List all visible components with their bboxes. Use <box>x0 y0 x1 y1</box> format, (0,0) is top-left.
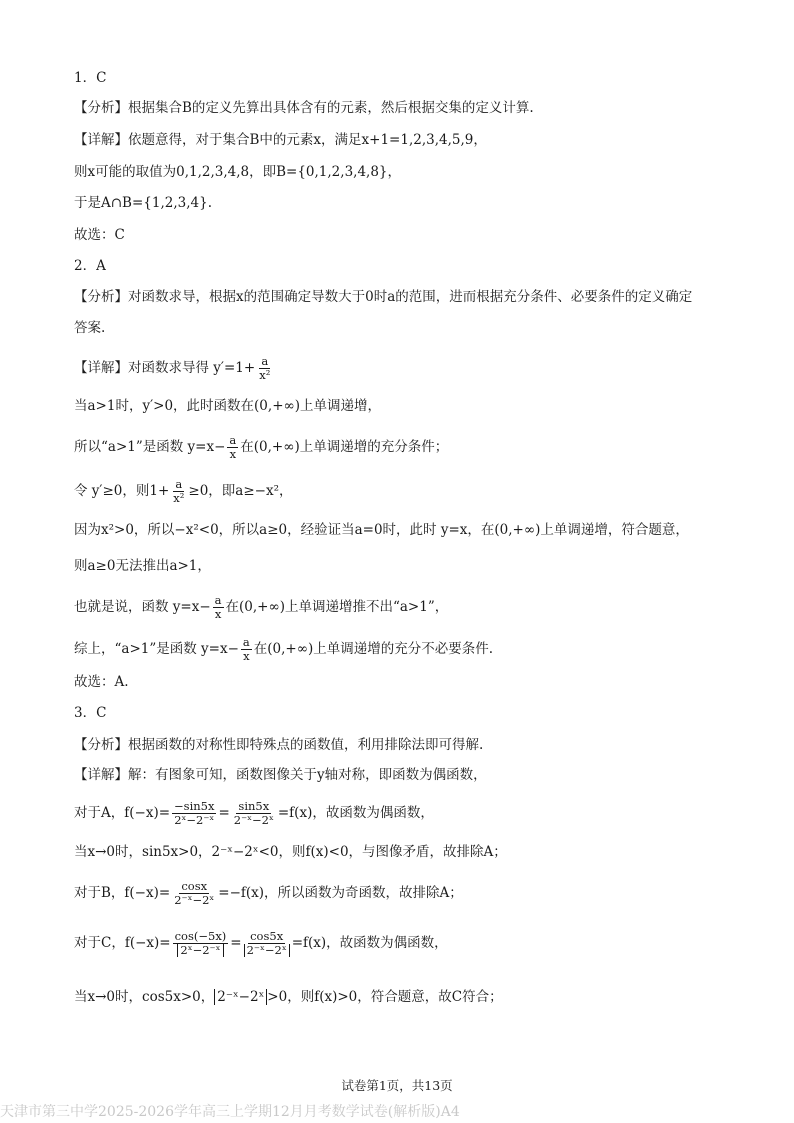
fraction: $\frac{a}{\text{x²}}$ <box>173 477 185 505</box>
q2-derivative: 【详解】对函数求导得 y′=1+ $\frac{a}{\text{x²}}$ <box>74 354 271 382</box>
detail-tag: 【详解】 <box>74 132 128 148</box>
fraction: $\frac{a}{x}$ <box>214 593 222 621</box>
absolute-value: 2⁻ˣ−2ˣ <box>214 989 267 1005</box>
q1-answer: 故选：C <box>74 227 125 243</box>
q1-detail-2: 则x可能的取值为0,1,2,3,4,8，即B={0,1,2,3,4,8}， <box>74 164 402 180</box>
fraction: $\frac{\cos x}{\text{2⁻ˣ−2ˣ}}$ <box>174 879 215 907</box>
page-footer: 试卷第1页，共13页 <box>341 1078 453 1093</box>
analysis-tag: 【分析】 <box>74 289 128 305</box>
fraction: $\frac{\cos 5x}{\text{2⁻ˣ−2ˣ}}$ <box>244 930 290 957</box>
q3-option-b: 对于B，f(−x)= $\frac{\cos x}{\text{2⁻ˣ−2ˣ}}$ =−f(x)，所以函数为奇函数，故排除A； <box>74 879 463 907</box>
fraction: $\frac{\sin 5x}{\text{2⁻ˣ−2ˣ}}$ <box>233 799 274 827</box>
q3-option-a: 对于A，f(−x)= $\frac{-\sin 5x}{\text{2ˣ−2⁻ˣ}}$ = $\frac{\sin 5x}{\text{2⁻ˣ−2ˣ}}$ =f(x)，故函数为偶函数， <box>74 799 434 827</box>
q1-detail-3: 于是A∩B={1,2,3,4}. <box>74 195 212 211</box>
q2-line-7: 综上，“a>1”是函数 y=x− $\frac{a}{x}$ 在(0,+∞)上单调递增的充分不必要条件. <box>74 635 494 663</box>
q2-answer: 故选：A. <box>74 674 129 690</box>
q2-analysis-1: 【分析】对函数求导，根据x的范围确定导数大于0时a的范围，进而根据充分条件、必要条件的定义确定 <box>74 289 693 305</box>
q2-line-6: 也就是说，函数 y=x− $\frac{a}{x}$ 在(0,+∞)上单调递增推不出“a>1”， <box>74 593 449 621</box>
fraction: $\frac{\cos(-5x)}{\text{2ˣ−2⁻ˣ}}$ <box>174 929 227 957</box>
fraction: $\frac{a}{\text{x²}}$ <box>259 354 271 382</box>
fraction: $\frac{a}{x}$ <box>242 635 250 663</box>
q2-line-4: 因为x²>0，所以−x²<0，所以a≥0，经验证当a=0时，此时 y=x，在(0,+∞)上单调递增，符合题意， <box>74 522 689 538</box>
detail-tag: 【详解】 <box>74 360 128 376</box>
q1-detail-1: 【详解】依题意得，对于集合B中的元素x，满足x+1=1,2,3,4,5,9， <box>74 132 487 148</box>
q3-option-c: 对于C，f(−x)= $\frac{\cos(-5x)}{\text{2ˣ−2⁻ˣ}}$ = $\frac{\cos 5x}{\text{2⁻ˣ−2ˣ}}$ =f(x)，故函数为偶函数， <box>74 929 448 957</box>
analysis-tag: 【分析】 <box>74 100 128 116</box>
analysis-tag: 【分析】 <box>74 737 128 753</box>
q1-number: 1．C <box>74 70 107 86</box>
q2-analysis-2: 答案. <box>74 320 106 336</box>
q2-line-2: 所以“a>1”是函数 y=x− $\frac{a}{x}$ 在(0,+∞)上单调递增的充分条件； <box>74 433 449 461</box>
fraction: $\frac{-\sin 5x}{\text{2ˣ−2⁻ˣ}}$ <box>174 799 215 827</box>
q2-line-1: 当a>1时，y′>0，此时函数在(0,+∞)上单调递增， <box>74 398 382 414</box>
q1-analysis: 【分析】根据集合B的定义先算出具体含有的元素，然后根据交集的定义计算. <box>74 100 534 116</box>
q3-detail: 【详解】解：有图象可知，函数图像关于y轴对称，即函数为偶函数， <box>74 767 487 783</box>
q2-number: 2．A <box>74 258 106 274</box>
q2-line-5: 则a≥0无法推出a>1， <box>74 558 211 574</box>
document-watermark: 天津市第三中学2025-2026学年高三上学期12月月考数学试卷(解析版)A4 <box>0 1104 460 1120</box>
q3-option-a-check: 当x→0时，sin5x>0，2⁻ˣ−2ˣ<0，则f(x)<0，与图像矛盾，故排除A； <box>74 844 507 860</box>
q3-option-c-check: 当x→0时，cos5x>0， 2⁻ˣ−2ˣ >0，则f(x)>0，符合题意，故C符合； <box>74 989 503 1005</box>
detail-tag: 【详解】 <box>74 767 128 783</box>
q3-number: 3．C <box>74 705 107 721</box>
q2-line-3: 令 y′≥0，则1+ $\frac{a}{\text{x²}}$ ≥0，即a≥−x²， <box>74 477 293 505</box>
fraction: $\frac{a}{x}$ <box>229 433 237 461</box>
q3-analysis: 【分析】根据函数的对称性即特殊点的函数值，利用排除法即可得解. <box>74 737 484 753</box>
